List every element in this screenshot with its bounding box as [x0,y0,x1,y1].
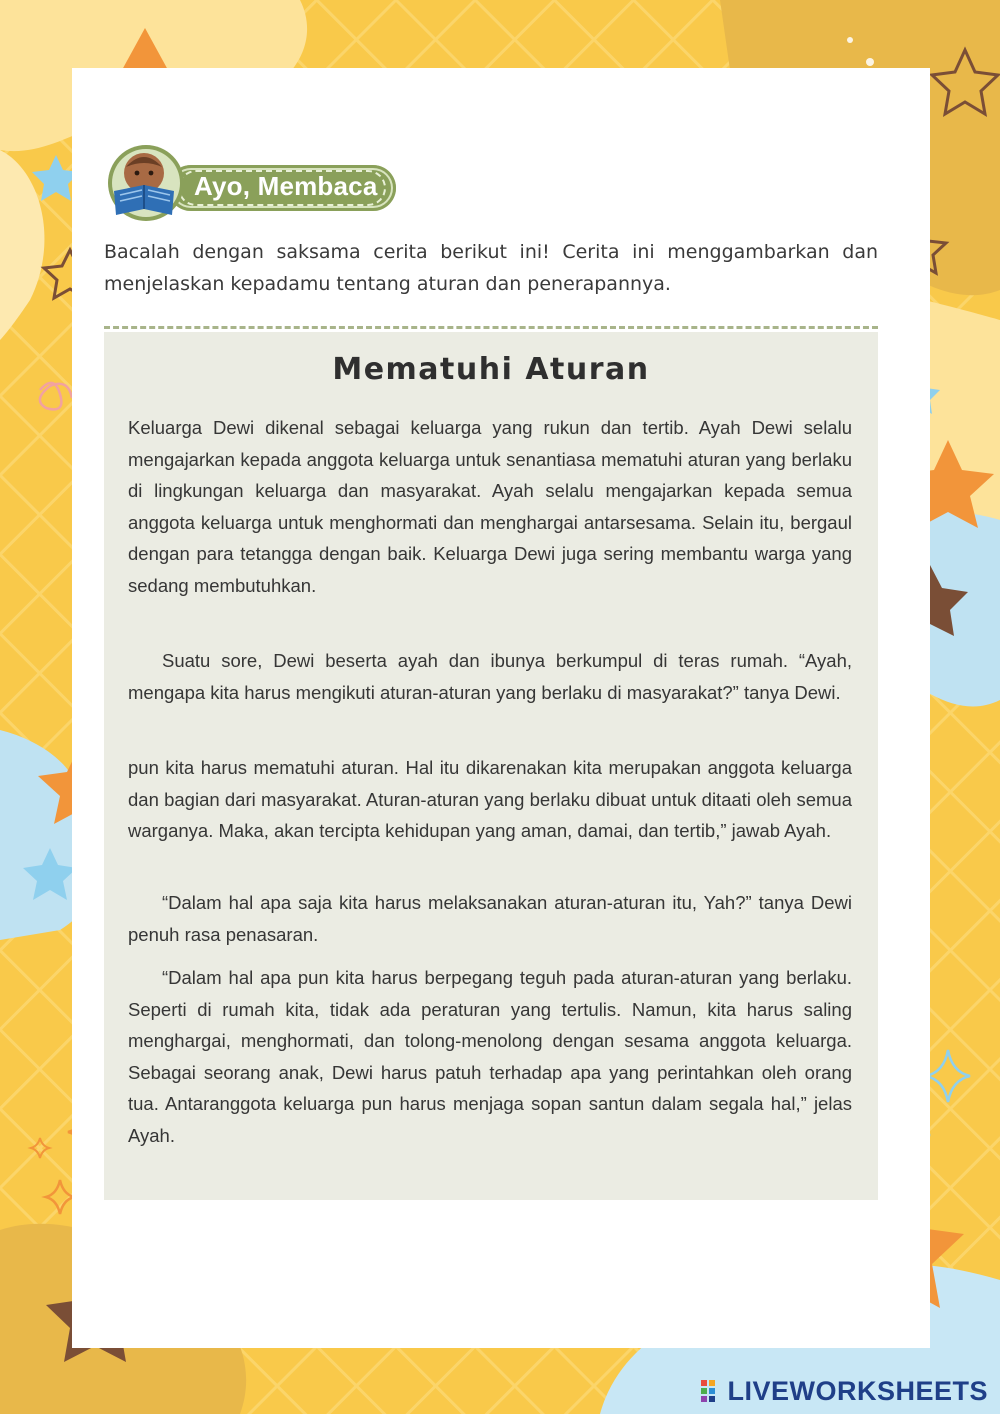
badge-label: Ayo, Membaca [194,171,378,201]
story-paragraph: pun kita harus mematuhi aturan. Hal itu dikarenakan kita merupakan anggota keluarga dan bagian dari masyarakat. Aturan-aturan yang berlaku dibuat untuk ditaati oleh semua warganya. Maka, akan tercipta kehidupan yang aman, damai, dan tertib,” jawab Ayah. [128,757,852,842]
liveworksheets-watermark [701,1376,988,1406]
watermark-text: LIVEWORKSHEETS [727,1375,988,1406]
reading-boy-icon [98,143,190,223]
story-paragraph: “Dalam hal apa saja kita harus melaksanakan aturan-aturan itu, Yah?” tanya Dewi penuh rasa penasaran. [128,892,852,945]
liveworksheets-logo-icon [701,1378,723,1404]
dashed-divider [104,326,878,329]
story-paragraph: Keluarga Dewi dikenal sebagai keluarga yang rukun dan tertib. Ayah Dewi selalu mengajarkan kepada anggota keluarga untuk senantiasa mematuhi aturan yang berlaku di lingkungan keluarga dan masyarakat. Ayah selalu mengajarkan kepada semua anggota keluarga untuk menghormati dan menghargai antarsesama. Selain itu, bergaul dengan para tetangga dengan baik. Keluarga Dewi juga sering membantu warga yang sedang membutuhkan. [128,417,852,596]
story-title: Mematuhi Aturan [332,352,650,387]
story-paragraph: “Dalam hal apa pun kita harus berpegang teguh pada aturan-aturan yang berlaku. Seperti di rumah kita, tidak ada peraturan yang tertulis. Namun, kita harus saling menghargai, menghormati, dan tolong-menolong dengan sesama anggota keluarga. Sebagai seorang anak, Dewi harus patuh terhadap apa yang perintahkan oleh orang tua. Antaranggota keluarga pun harus menjaga sopan santun dalam segala hal,” jelas Ayah. [128,967,852,1146]
story-paragraph: Suatu sore, Dewi beserta ayah dan ibunya berkumpul di teras rumah. “Ayah, mengapa kita harus mengikuti aturan-aturan yang berlaku di masyarakat?” tanya Dewi. [128,650,852,703]
intro-instruction: Bacalah dengan saksama cerita berikut ini! Cerita ini menggambarkan dan menjelaskan kepadamu tentang aturan dan penerapannya. [104,241,878,295]
section-badge [98,143,398,223]
